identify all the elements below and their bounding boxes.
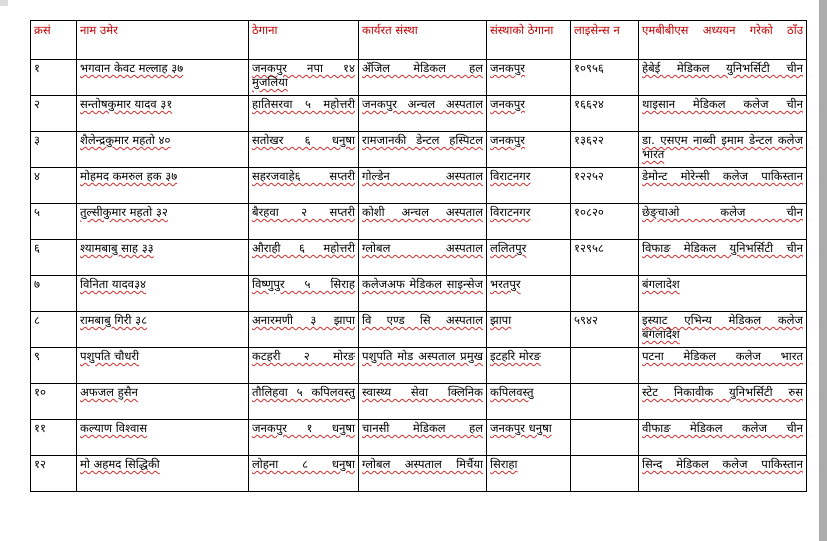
cell-workplace: ग्लोबल अस्पताल मिर्चैया	[359, 456, 487, 492]
cell-workplace: अँजिल मेडिकल हल	[359, 60, 487, 96]
header-mbbs-place: एमबीबीएस अध्ययन गरेको ठाँउ	[639, 21, 807, 60]
window-scroll-gutter	[819, 0, 827, 541]
cell-name-age: मोहमद कमरुल हक ३७	[77, 168, 249, 204]
cell-serial: ११	[31, 420, 77, 456]
cell-workplace-address: जनकपुर धनुषा	[487, 420, 571, 456]
table-body	[31, 60, 807, 492]
cell-mbbs-place: हेबेई मेडिकल युनिभर्सिटी चीन	[639, 60, 807, 96]
cell-mbbs-place: बंगलादेश	[639, 276, 807, 312]
table-row	[31, 132, 807, 168]
page-corner-mark	[0, 0, 8, 6]
cell-mbbs-place: डा. एसएम नाब्वी इमाम डेन्टल कलेज भारत	[639, 132, 807, 168]
header-serial: क्रसं	[31, 21, 77, 60]
cell-workplace-address: जनकपुर	[487, 60, 571, 96]
header-address: ठेगाना	[249, 21, 359, 60]
cell-license-no: १०८२०	[571, 204, 639, 240]
cell-mbbs-place: पटना मेडिकल कलेज भारत	[639, 348, 807, 384]
cell-workplace: कलेजअफ मेडिकल साइन्सेज	[359, 276, 487, 312]
cell-workplace: वि एण्ड सि अस्पताल	[359, 312, 487, 348]
cell-address: जनकपुर नपा १४ मुजलिया	[249, 60, 359, 96]
cell-workplace: गोल्डेन अस्पताल	[359, 168, 487, 204]
cell-mbbs-place: सिन्द मेडिकल कलेज पाकिस्तान	[639, 456, 807, 492]
cell-name-age: सन्तोषकुमार यादव ३१	[77, 96, 249, 132]
cell-serial: ३	[31, 132, 77, 168]
cell-address: बैरहवा २ सप्तरी	[249, 204, 359, 240]
table-row	[31, 348, 807, 384]
cell-workplace: स्वास्थ्य सेवा क्लिनिक	[359, 384, 487, 420]
cell-workplace-address: ललितपुर	[487, 240, 571, 276]
cell-serial: ८	[31, 312, 77, 348]
cell-serial: ४	[31, 168, 77, 204]
cell-serial: ९	[31, 348, 77, 384]
cell-name-age: अफजल हुसैन	[77, 384, 249, 420]
cell-workplace: जनकपुर अन्चल अस्पताल	[359, 96, 487, 132]
table-row	[31, 420, 807, 456]
doctor-register-table	[30, 20, 807, 492]
cell-name-age: शैलेन्द्रकुमार महतो ४०	[77, 132, 249, 168]
cell-workplace-address: भरतपुर	[487, 276, 571, 312]
header-row	[31, 21, 807, 60]
cell-license-no	[571, 384, 639, 420]
cell-mbbs-place: थाइसान मेडिकल कलेज चीन	[639, 96, 807, 132]
cell-serial: २	[31, 96, 77, 132]
cell-serial: १२	[31, 456, 77, 492]
table-row	[31, 60, 807, 96]
cell-address: लोहना ८ धनुषा	[249, 456, 359, 492]
cell-mbbs-place: स्टेट निकावीक युनिभर्सिटी रुस	[639, 384, 807, 420]
cell-workplace-address: विराटनगर	[487, 168, 571, 204]
cell-name-age: श्यामबाबु साह ३३	[77, 240, 249, 276]
header-name-age: नाम उमेर	[77, 21, 249, 60]
table-row	[31, 240, 807, 276]
cell-serial: ५	[31, 204, 77, 240]
cell-mbbs-place: इस्याट एभिन्य मेडिकल कलेज बंगलादेश	[639, 312, 807, 348]
table-row	[31, 384, 807, 420]
cell-workplace-address: सिराहा	[487, 456, 571, 492]
cell-license-no	[571, 348, 639, 384]
table-row	[31, 168, 807, 204]
cell-serial: ७	[31, 276, 77, 312]
cell-name-age: तुल्सीकुमार महतो ३२	[77, 204, 249, 240]
cell-license-no	[571, 420, 639, 456]
cell-mbbs-place: डेमोन्ट मोरेन्सी कलेज पाकिस्तान	[639, 168, 807, 204]
table-row	[31, 312, 807, 348]
cell-address: अनारमणी ३ झापा	[249, 312, 359, 348]
cell-address: विष्णुपुर ५ सिराह	[249, 276, 359, 312]
cell-license-no: १६६२४	[571, 96, 639, 132]
cell-license-no: ५९४२	[571, 312, 639, 348]
cell-license-no: १०९५६	[571, 60, 639, 96]
cell-address: जनकपुर १ धनुषा	[249, 420, 359, 456]
cell-license-no: १३६२२	[571, 132, 639, 168]
cell-serial: ६	[31, 240, 77, 276]
cell-license-no: १२९५८	[571, 240, 639, 276]
cell-name-age: रामबाबु गिरी ३८	[77, 312, 249, 348]
table-row	[31, 456, 807, 492]
cell-mbbs-place: छेङ्चाओ कलेज चीन	[639, 204, 807, 240]
header-license-no: लाइसेन्स न	[571, 21, 639, 60]
table-row	[31, 204, 807, 240]
table-row	[31, 276, 807, 312]
cell-workplace: कोशी अन्चल अस्पताल	[359, 204, 487, 240]
cell-address: सहरजवाहे६ सप्तरी	[249, 168, 359, 204]
cell-mbbs-place: वीफाङ मेडिकल कलेज चीन	[639, 420, 807, 456]
cell-workplace-address: विराटनगर	[487, 204, 571, 240]
cell-workplace: ग्लोबल अस्पताल	[359, 240, 487, 276]
cell-name-age: मो अहमद सिद्धिकी	[77, 456, 249, 492]
cell-workplace-address: जनकपुर	[487, 132, 571, 168]
cell-license-no	[571, 456, 639, 492]
cell-name-age: पशुपति चौधरी	[77, 348, 249, 384]
table-row	[31, 96, 807, 132]
cell-address: हातिसरवा ५ महोत्तरी	[249, 96, 359, 132]
cell-license-no	[571, 276, 639, 312]
cell-license-no: १२२५२	[571, 168, 639, 204]
cell-mbbs-place: विफाङ मेडिकल युनिभर्सिटी चीन	[639, 240, 807, 276]
cell-workplace-address: झापा	[487, 312, 571, 348]
cell-name-age: भगवान केवट मल्लाह ३७	[77, 60, 249, 96]
cell-address: कटहरी २ मोरङ	[249, 348, 359, 384]
header-workplace: कार्यरत संस्था	[359, 21, 487, 60]
cell-address: तौलिहवा ५ कपिलवस्तु	[249, 384, 359, 420]
cell-address: औराही ६ महोत्तरी	[249, 240, 359, 276]
cell-serial: १	[31, 60, 77, 96]
cell-workplace-address: इटहरि मोरङ	[487, 348, 571, 384]
cell-workplace-address: कपिलवस्तु	[487, 384, 571, 420]
cell-name-age: विनिता यादव३४	[77, 276, 249, 312]
header-workplace-address: संस्थाको ठेगाना	[487, 21, 571, 60]
cell-address: सतोखर ६ धनुषा	[249, 132, 359, 168]
cell-workplace-address: जनकपुर	[487, 96, 571, 132]
cell-workplace: रामजानकी डेन्टल हस्पिटल	[359, 132, 487, 168]
cell-workplace: पशुपति मोड अस्पताल प्रमुख	[359, 348, 487, 384]
cell-serial: १०	[31, 384, 77, 420]
cell-workplace: चानसी मेडिकल हल	[359, 420, 487, 456]
cell-name-age: कल्याण विश्वास	[77, 420, 249, 456]
